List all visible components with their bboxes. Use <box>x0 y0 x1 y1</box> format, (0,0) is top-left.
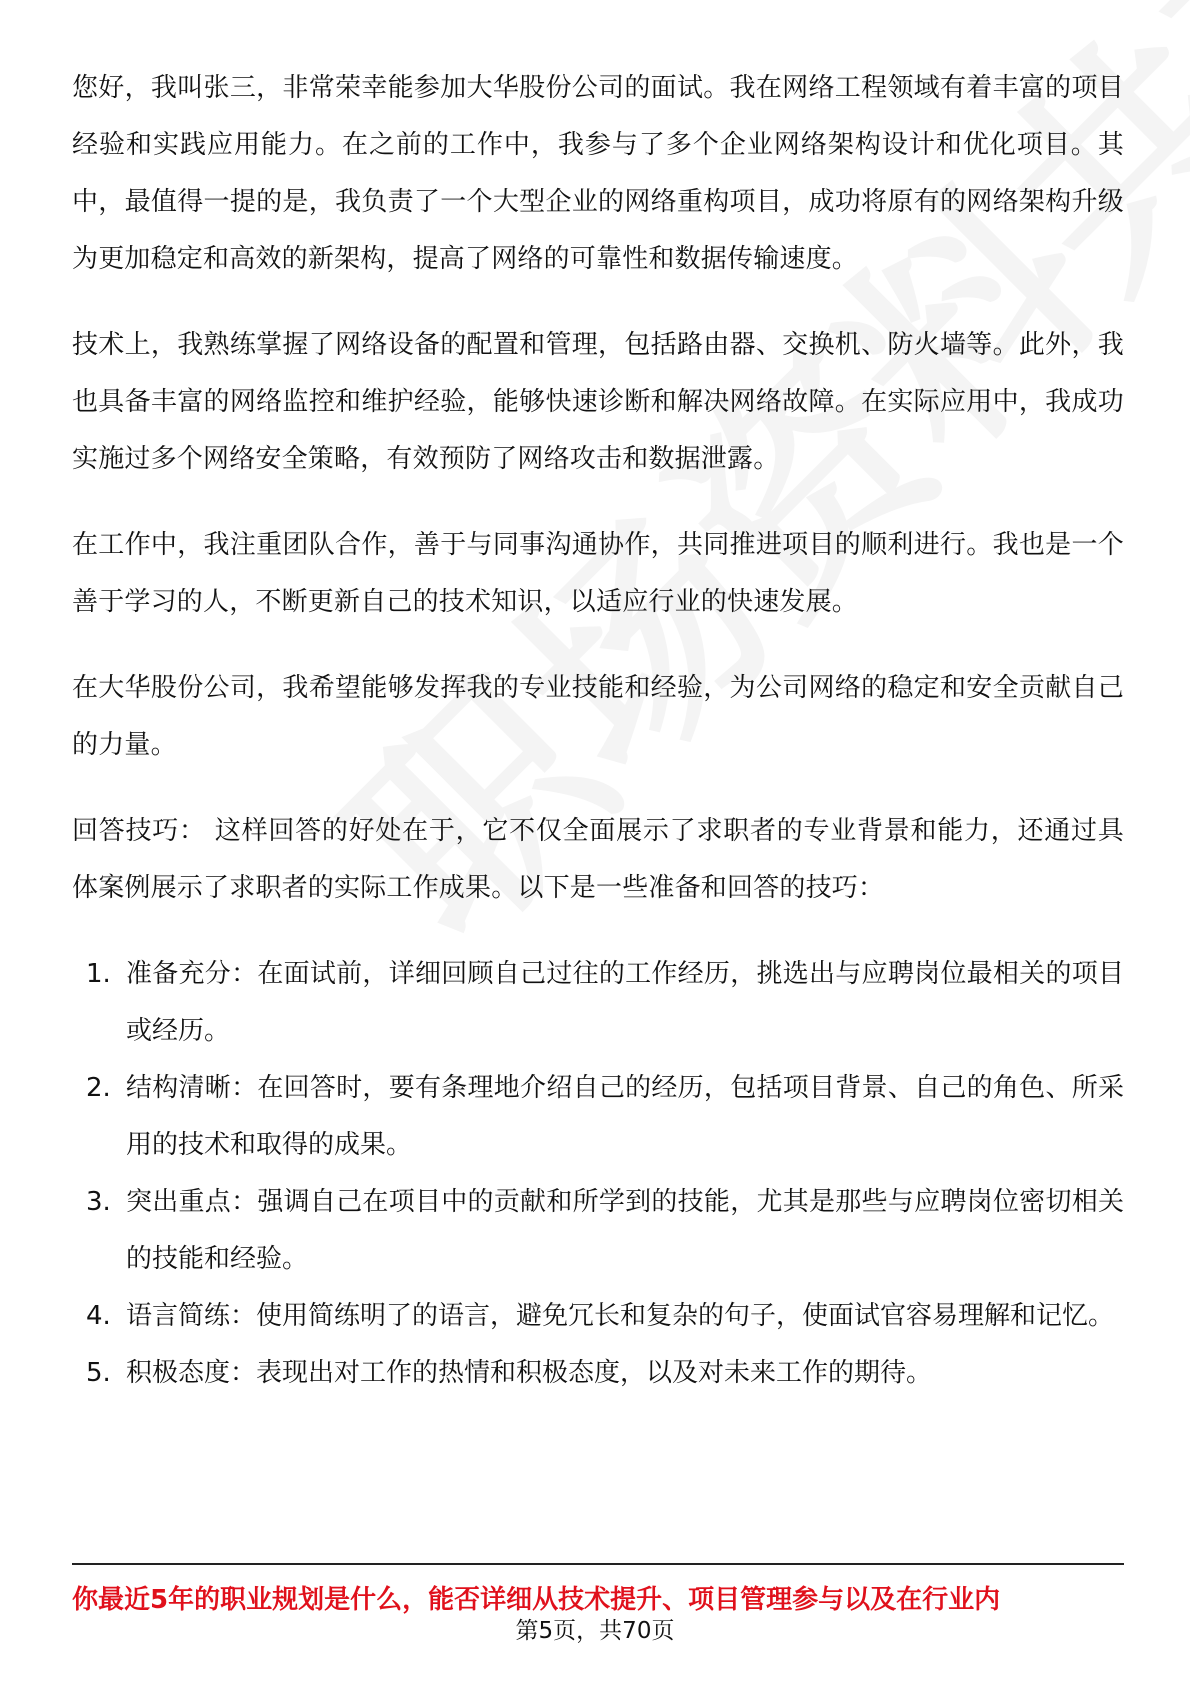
tip-number: 4. <box>86 1301 111 1331</box>
tip-text: 准备充分：在面试前，详细回顾自己过往的工作经历，挑选出与应聘岗位最相关的项目或经历。 <box>126 959 1124 1046</box>
page-number: 第5页，共70页 <box>515 1618 675 1644</box>
tip-number: 5. <box>86 1358 111 1388</box>
tip-text: 突出重点：强调自己在项目中的贡献和所学到的技能，尤其是那些与应聘岗位密切相关的技能和经验。 <box>126 1187 1124 1274</box>
tip-text: 结构清晰：在回答时，要有条理地介绍自己的经历，包括项目背景、自己的角色、所采用的技术和取得的成果。 <box>126 1073 1124 1160</box>
tip-text: 语言简练：使用简练明了的语言，避免冗长和复杂的句子，使面试官容易理解和记忆。 <box>126 1301 1115 1331</box>
answer-content <box>72 60 1124 1402</box>
tip-item <box>72 1345 1124 1402</box>
answer-paragraph-2: 技术上，我熟练掌握了网络设备的配置和管理，包括路由器、交换机、防火墙等。此外，我也具备丰富的网络监控和维护经验，能够快速诊断和解决网络故障。在实际应用中，我成功实施过多个网络安全策略，有效预防了网络攻击和数据泄露。 <box>72 330 1124 474</box>
answer-paragraph-3: 在工作中，我注重团队合作，善于与同事沟通协作，共同推进项目的顺利进行。我也是一个善于学习的人，不断更新自己的技术知识，以适应行业的快速发展。 <box>72 530 1124 617</box>
answer-tips-intro: 回答技巧： 这样回答的好处在于，它不仅全面展示了求职者的专业背景和能力，还通过具体案例展示了求职者的实际工作成果。以下是一些准备和回答的技巧： <box>72 816 1125 903</box>
answer-paragraph-1: 您好，我叫张三，非常荣幸能参加大华股份公司的面试。我在网络工程领域有着丰富的项目经验和实践应用能力。在之前的工作中，我参与了多个企业网络架构设计和优化项目。其中，最值得一提的是，我负责了一个大型企业的网络重构项目，成功将原有的网络架构升级为更加稳定和高效的新架构，提高了网络的可靠性和数据传输速度。 <box>72 73 1124 274</box>
tip-item <box>72 946 1124 1060</box>
tip-number: 1. <box>86 959 111 989</box>
next-question-heading: 你最近5年的职业规划是什么，能否详细从技术提升、项目管理参与以及在行业内 <box>72 1585 1001 1615</box>
tip-item <box>72 1060 1124 1174</box>
tip-number: 3. <box>86 1187 111 1217</box>
tips-list <box>72 946 1124 1402</box>
answer-paragraph-4: 在大华股份公司，我希望能够发挥我的专业技能和经验，为公司网络的稳定和安全贡献自己的力量。 <box>72 673 1124 760</box>
tip-item <box>72 1288 1124 1345</box>
tip-number: 2. <box>86 1073 111 1103</box>
tip-item <box>72 1174 1124 1288</box>
tip-text: 积极态度：表现出对工作的热情和积极态度，以及对未来工作的期待。 <box>126 1358 933 1388</box>
section-divider <box>72 1563 1124 1565</box>
